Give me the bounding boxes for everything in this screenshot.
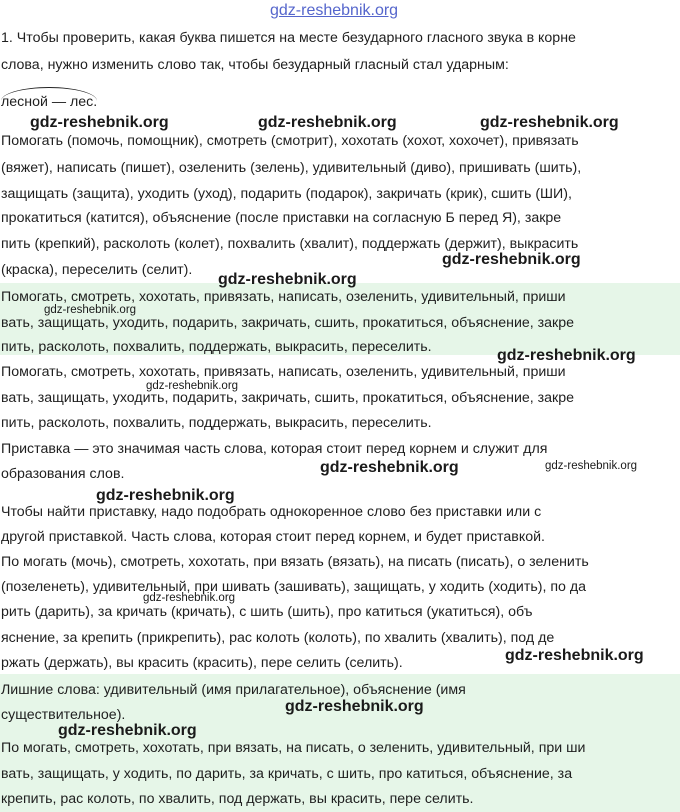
watermark: gdz-reshebnik.org bbox=[505, 647, 644, 664]
watermark-small: gdz-reshebnik.org bbox=[146, 380, 239, 392]
text-line: образования слов. bbox=[1, 466, 125, 482]
watermark: gdz-reshebnik.org bbox=[30, 114, 169, 131]
text-line: рить (дарить), за кричать (кричать), с шить (шить), про катиться (укатиться), объ bbox=[1, 604, 533, 620]
text-line: Чтобы найти приставку, надо подобрать однокоренное слово без приставки или с bbox=[1, 504, 542, 520]
watermark: gdz-reshebnik.org bbox=[218, 271, 357, 288]
text-line: 1. Чтобы проверить, какая буква пишется на месте безударного гласного звука в корне bbox=[1, 30, 576, 46]
text-line: другой приставкой. Часть слова, которая стоит перед корнем, и будет приставкой. bbox=[1, 529, 545, 545]
text-line: (позеленеть), удивительный, при шивать (зашивать), защищать, у ходить (ходить), по да bbox=[1, 579, 587, 595]
text-line: пить, расколоть, похвалить, поддержать, выкрасить, переселить. bbox=[1, 339, 432, 355]
text-line: По могать (мочь), смотреть, хохотать, при вязать (вязать), на писать (писать), о зеленить bbox=[1, 554, 589, 570]
text-line: вать, защищать, уходить, подарить, закричать, сшить, прокатиться, объяснение, закре bbox=[1, 315, 575, 331]
watermark-top: gdz-reshebnik.org bbox=[270, 2, 399, 19]
text-line: крепить, рас колоть, по хвалить, под держать, вы красить, пере селить. bbox=[1, 791, 474, 807]
text-line: Приставка — это значимая часть слова, которая стоит перед корнем и служит для bbox=[1, 441, 548, 457]
text-line: Лишние слова: удивительный (имя прилагательное), объяснение (имя bbox=[1, 682, 466, 698]
text-line: Помогать, смотреть, хохотать, привязать, написать, озеленить, удивительный, приши bbox=[1, 289, 566, 305]
watermark: gdz-reshebnik.org bbox=[480, 114, 619, 131]
text-line: По могать, смотреть, хохотать, при вязать, на писать, о зеленить, удивительный, при ши bbox=[1, 740, 586, 756]
text-line: вать, защищать, уходить, подарить, закричать, сшить, прокатиться, объяснение, закре bbox=[1, 390, 575, 406]
watermark-small: gdz-reshebnik.org bbox=[545, 460, 638, 472]
text-line: пить (крепкий), расколоть (колет), похвалить (хвалит), поддержать (держит), выкрасить bbox=[1, 236, 579, 252]
watermark: gdz-reshebnik.org bbox=[285, 698, 424, 715]
text-line: ржать (держать), вы красить (красить), пере селить (селить). bbox=[1, 655, 403, 671]
text-line-lesnoy bbox=[1, 87, 676, 113]
watermark-small: gdz-reshebnik.org bbox=[143, 592, 236, 604]
text-line: (краска), переселить (селит). bbox=[1, 262, 193, 278]
text-line: защищать (защита), уходить (уход), подарить (подарок), закричать (крик), сшить (ШИ), bbox=[1, 186, 572, 202]
watermark: gdz-reshebnik.org bbox=[497, 347, 636, 364]
watermark: gdz-reshebnik.org bbox=[96, 487, 235, 504]
watermark: gdz-reshebnik.org bbox=[442, 251, 581, 268]
text-line: яснение, за крепить (прикрепить), рас колоть (колоть), по хвалить (хвалить), под де bbox=[1, 630, 555, 646]
root-mark bbox=[1, 87, 97, 113]
text-line: Помогать (помочь, помощник), смотреть (смотрит), хохотать (хохот, хохочет), привязать bbox=[1, 133, 579, 149]
watermark: gdz-reshebnik.org bbox=[320, 459, 459, 476]
text-line: слова, нужно изменить слово так, чтобы безударный гласный стал ударным: bbox=[1, 57, 509, 73]
watermark: gdz-reshebnik.org bbox=[258, 114, 397, 131]
text-line: вать, защищать, у ходить, по дарить, за кричать, с шить, про катиться, объяснение, за bbox=[1, 766, 573, 782]
text-line: (вяжет), написать (пишет), озеленить (зелень), удивительный (диво), пришивать (шить), bbox=[1, 160, 582, 176]
watermark: gdz-reshebnik.org bbox=[58, 722, 197, 739]
text-line: пить, расколоть, похвалить, поддержать, выкрасить, переселить. bbox=[1, 415, 432, 431]
text-line: Помогать, смотреть, хохотать, привязать, написать, озеленить, удивительный, приши bbox=[1, 364, 566, 380]
watermark-small: gdz-reshebnik.org bbox=[44, 304, 137, 316]
text-line: прокатиться (катится), объяснение (после приставки на согласную Б перед Я), закре bbox=[1, 210, 562, 226]
text-line: существительное). bbox=[1, 707, 126, 723]
text-fragment: лесной — лес. bbox=[1, 94, 98, 110]
